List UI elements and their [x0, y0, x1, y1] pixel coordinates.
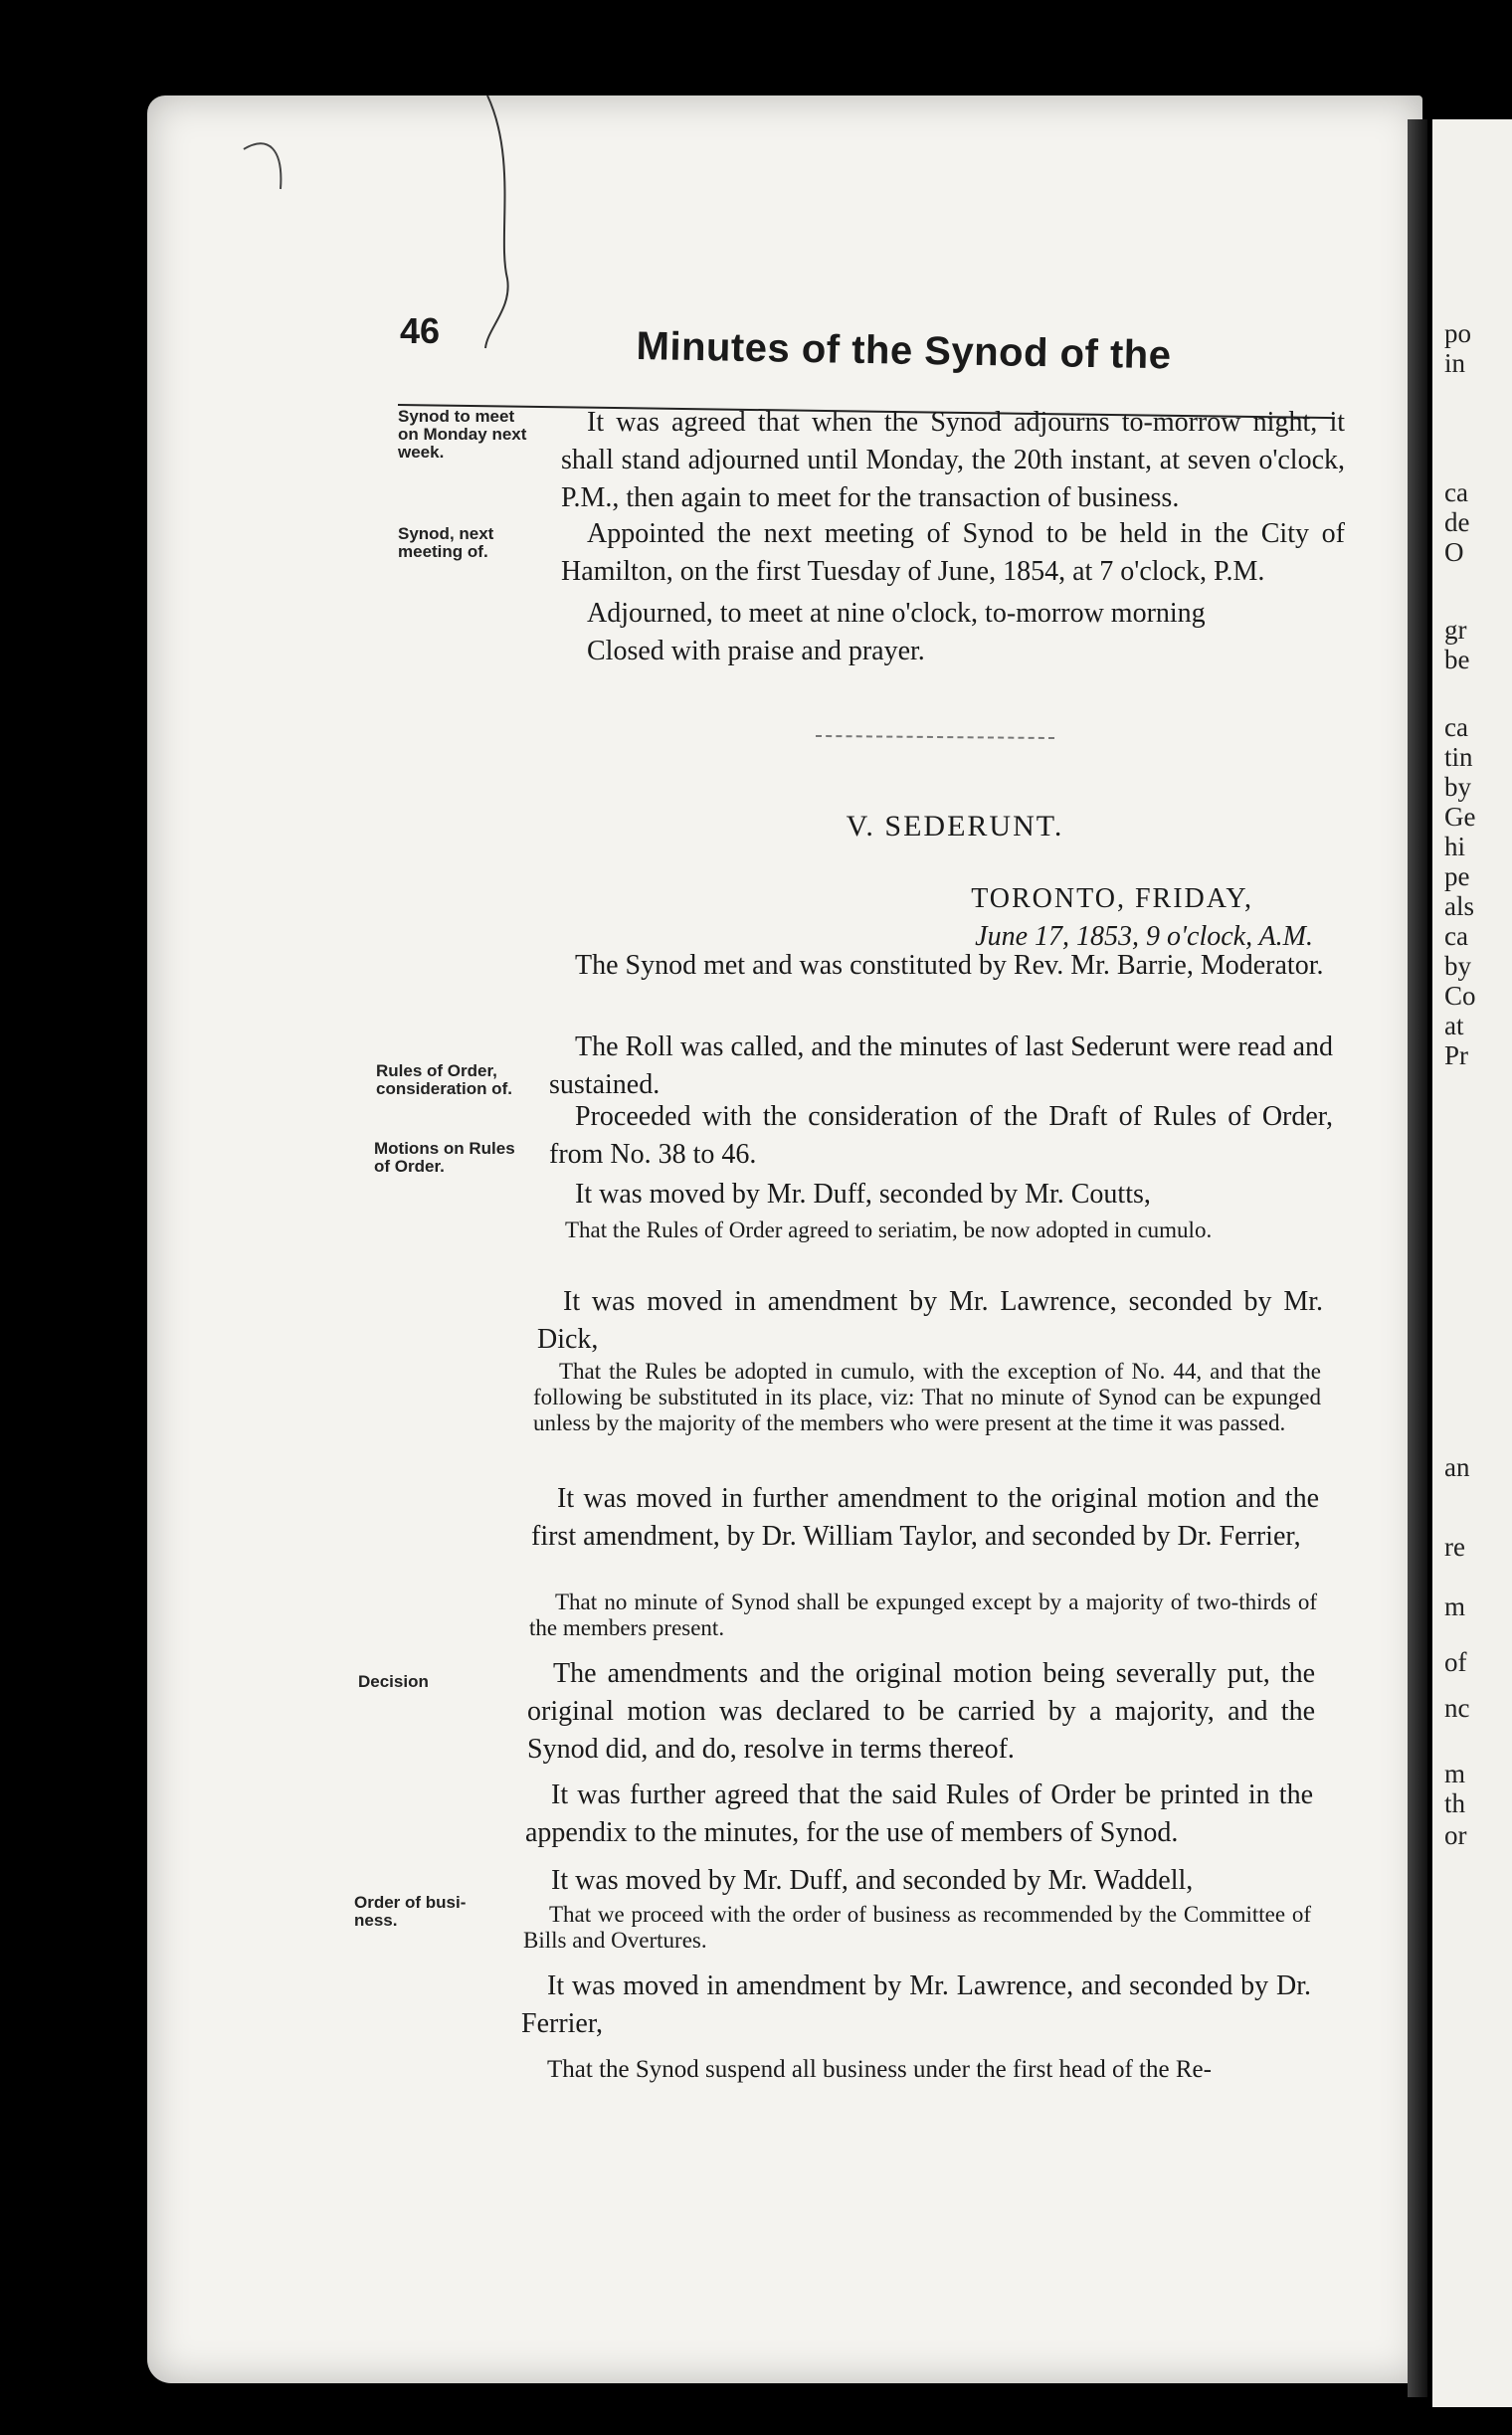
facing-page-fragment: at: [1444, 1011, 1464, 1040]
resolution-quote: That the Rules of Order agreed to seriatim, be now adopted in cumulo.: [565, 1218, 1213, 1242]
paragraph: Closed with praise and prayer.: [587, 636, 925, 666]
facing-page-fragment: pe: [1444, 861, 1470, 891]
facing-page-fragment: O: [1444, 537, 1464, 567]
paragraph: It was moved by Mr. Duff, and seconded by Mr. Waddell,: [551, 1865, 1194, 1896]
facing-page-fragment: an: [1444, 1452, 1470, 1482]
paragraph: It was moved by Mr. Duff, seconded by Mr. Coutts,: [575, 1179, 1151, 1210]
paragraph: It was moved in amendment by Mr. Lawrence, and seconded by Dr. Ferrier,: [521, 1970, 1311, 2039]
sederunt-title: V. SEDERUNT.: [846, 810, 1064, 843]
facing-page-fragment: als: [1444, 891, 1474, 921]
resolution-quote: That we proceed with the order of business as recommended by the Committee of Bills and Overtures.: [523, 1902, 1311, 1953]
paragraph: The Roll was called, and the minutes of last Sederunt were read and sustained.: [549, 1031, 1333, 1100]
facing-page-fragment: by: [1444, 772, 1471, 802]
paragraph: Appointed the next meeting of Synod to be held in the City of Hamilton, on the first Tuesday of June, 1854, at 7 o'clock, P.M.: [561, 518, 1345, 587]
facing-page-fragment: of: [1444, 1647, 1467, 1677]
facing-page-fragment: in: [1444, 348, 1466, 378]
facing-page-fragment: nc: [1444, 1693, 1470, 1723]
facing-page-fragment: m: [1444, 1759, 1466, 1788]
margin-note: Motions on Rules of Order.: [374, 1139, 515, 1176]
facing-page-fragment: be: [1444, 645, 1470, 674]
facing-page-fragment: ca: [1444, 712, 1468, 742]
facing-page-fragment: th: [1444, 1788, 1466, 1818]
facing-page-fragment: ca: [1444, 477, 1468, 507]
paragraph: It was further agreed that the said Rules of Order be printed in the appendix to the minutes, for the use of members of Synod.: [525, 1779, 1313, 1848]
paragraph: It was moved in further amendment to the original motion and the first amendment, by Dr. William Taylor, and seconded by Dr. Ferrier,: [531, 1483, 1319, 1552]
facing-page-fragment: Co: [1444, 981, 1476, 1011]
facing-page-fragment: by: [1444, 951, 1471, 981]
facing-page-fragment: m: [1444, 1592, 1466, 1621]
dateline-place: TORONTO, FRIDAY,: [971, 883, 1253, 914]
resolution-quote: That no minute of Synod shall be expunged except by a majority of two-thirds of the members present.: [529, 1590, 1317, 1640]
facing-page: [1432, 119, 1512, 2407]
running-head: Minutes of the Synod of the: [636, 324, 1172, 378]
paragraph: The Synod met and was constituted by Rev. Mr. Barrie, Moderator.: [575, 950, 1324, 981]
margin-note: Decision: [358, 1672, 429, 1691]
facing-page-fragment: or: [1444, 1820, 1467, 1850]
paragraph: It was agreed that when the Synod adjourns to-morrow night, it shall stand adjourned until Monday, the 20th instant, at seven o'clock, P.M., then again to meet for the transaction of business.: [561, 407, 1345, 513]
facing-page-fragment: ca: [1444, 921, 1468, 951]
page-gutter-shadow: [1408, 119, 1427, 2397]
paragraph: Adjourned, to meet at nine o'clock, to-morrow morning: [587, 598, 1206, 629]
margin-note: Order of busi- ness.: [354, 1893, 467, 1930]
facing-page-fragment: Ge: [1444, 802, 1476, 832]
facing-page-fragment: re: [1444, 1532, 1465, 1562]
facing-page-fragment: gr: [1444, 615, 1467, 645]
facing-page-fragment: Pr: [1444, 1040, 1469, 1070]
page-number: 46: [400, 310, 441, 351]
margin-note: Rules of Order, consideration of.: [376, 1061, 512, 1098]
dateline-date: June 17, 1853, 9 o'clock, A.M.: [975, 921, 1313, 952]
paragraph: Proceeded with the consideration of the Draft of Rules of Order, from No. 38 to 46.: [549, 1101, 1333, 1170]
facing-page-fragment: tin: [1444, 742, 1473, 772]
facing-page-fragment: hi: [1444, 832, 1466, 861]
facing-page-fragment: de: [1444, 507, 1470, 537]
margin-note: Synod to meet on Monday next week.: [398, 407, 527, 462]
paragraph: It was moved in amendment by Mr. Lawrence, seconded by Mr. Dick,: [537, 1286, 1323, 1355]
paragraph: The amendments and the original motion being severally put, the original motion was declared to be carried by a majority, and the Synod did, and do, resolve in terms thereof.: [527, 1658, 1315, 1765]
facing-page-fragment: po: [1444, 318, 1471, 348]
paragraph: That the Synod suspend all business under the first head of the Re-: [547, 2056, 1212, 2083]
margin-note: Synod, next meeting of.: [398, 524, 494, 561]
resolution-quote: That the Rules be adopted in cumulo, with the exception of No. 44, and that the following be substituted in its place, viz: That no minute of Synod can be expunged unless by the majority of the members who were present at the time it was passed.: [533, 1359, 1321, 1435]
